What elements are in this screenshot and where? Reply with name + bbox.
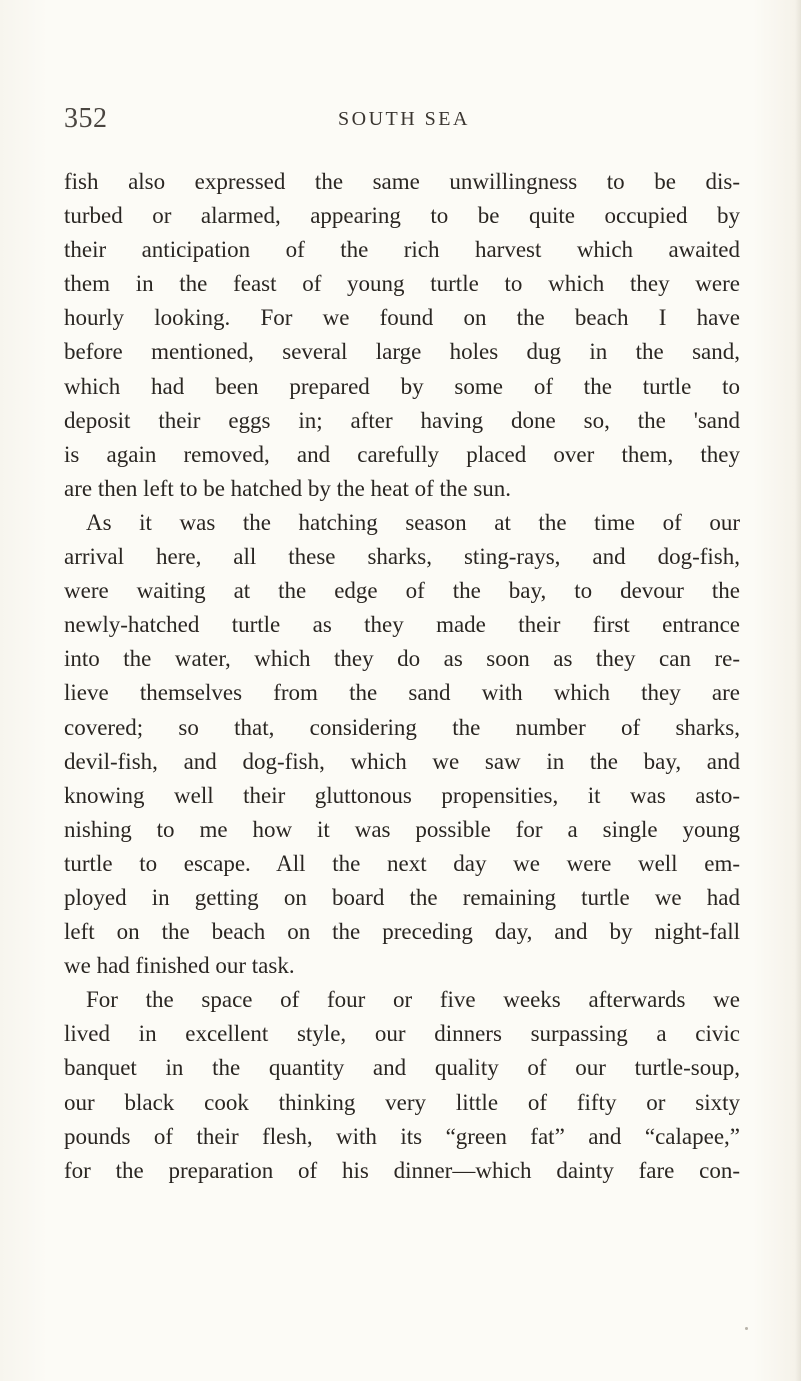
text-line: their anticipation of the rich harvest which awaited [64,237,740,263]
paragraph-start-line: As it was the hatching season at the time of our [86,509,740,535]
text-line: ployed in getting on board the remaining turtle we had [64,884,740,910]
paragraph-end-line: we had finished our task. [64,953,295,979]
text-line: our black cook thinking very little of fifty or sixty [64,1089,740,1115]
text-line: left on the beach on the preceding day, and by night-fall [64,919,740,945]
text-line: banquet in the quantity and quality of our turtle-soup, [64,1055,740,1081]
text-line: lieve themselves from the sand with which they are [64,680,740,706]
text-line: for the preparation of his dinner—which dainty fare con- [64,1157,740,1183]
paragraph-start-line: For the space of four or five weeks afterwards we [86,987,740,1013]
text-line: before mentioned, several large holes dug in the sand, [64,339,740,365]
text-line: newly-hatched turtle as they made their first entrance [64,612,740,638]
text-line: turbed or alarmed, appearing to be quite occupied by [64,203,740,229]
text-line: which had been prepared by some of the turtle to [64,373,740,399]
paper-speck [745,1327,748,1330]
text-line: nishing to me how it was possible for a single young [64,816,740,842]
text-line: turtle to escape. All the next day we were well em- [64,850,740,876]
running-head: SOUTH SEA [338,108,470,130]
text-line: hourly looking. For we found on the beach I have [64,305,740,331]
text-line: arrival here, all these sharks, sting-rays, and dog-fish, [64,544,740,570]
text-line: were waiting at the edge of the bay, to devour the [64,578,740,604]
page-header [64,103,744,143]
text-line: them in the feast of young turtle to which they were [64,271,740,297]
text-line: pounds of their flesh, with its “green fat” and “calapee,” [64,1123,740,1149]
page-edge-shadow [795,0,801,1381]
text-line: into the water, which they do as soon as they can re- [64,646,740,672]
text-line: covered; so that, considering the number of sharks, [64,714,740,740]
text-line: knowing well their gluttonous propensities, it was asto- [64,782,740,808]
paragraph-end-line: are then left to be hatched by the heat of the sun. [64,475,512,501]
text-line: fish also expressed the same unwillingness to be dis- [64,169,740,194]
page-number: 352 [64,103,108,134]
text-line: lived in excellent style, our dinners surpassing a civic [64,1021,740,1047]
text-line: is again removed, and carefully placed over them, they [64,441,740,467]
body-text [64,165,740,1188]
text-line: deposit their eggs in; after having done so, the 'sand [64,407,740,433]
text-line: devil-fish, and dog-fish, which we saw in the bay, and [64,748,740,774]
